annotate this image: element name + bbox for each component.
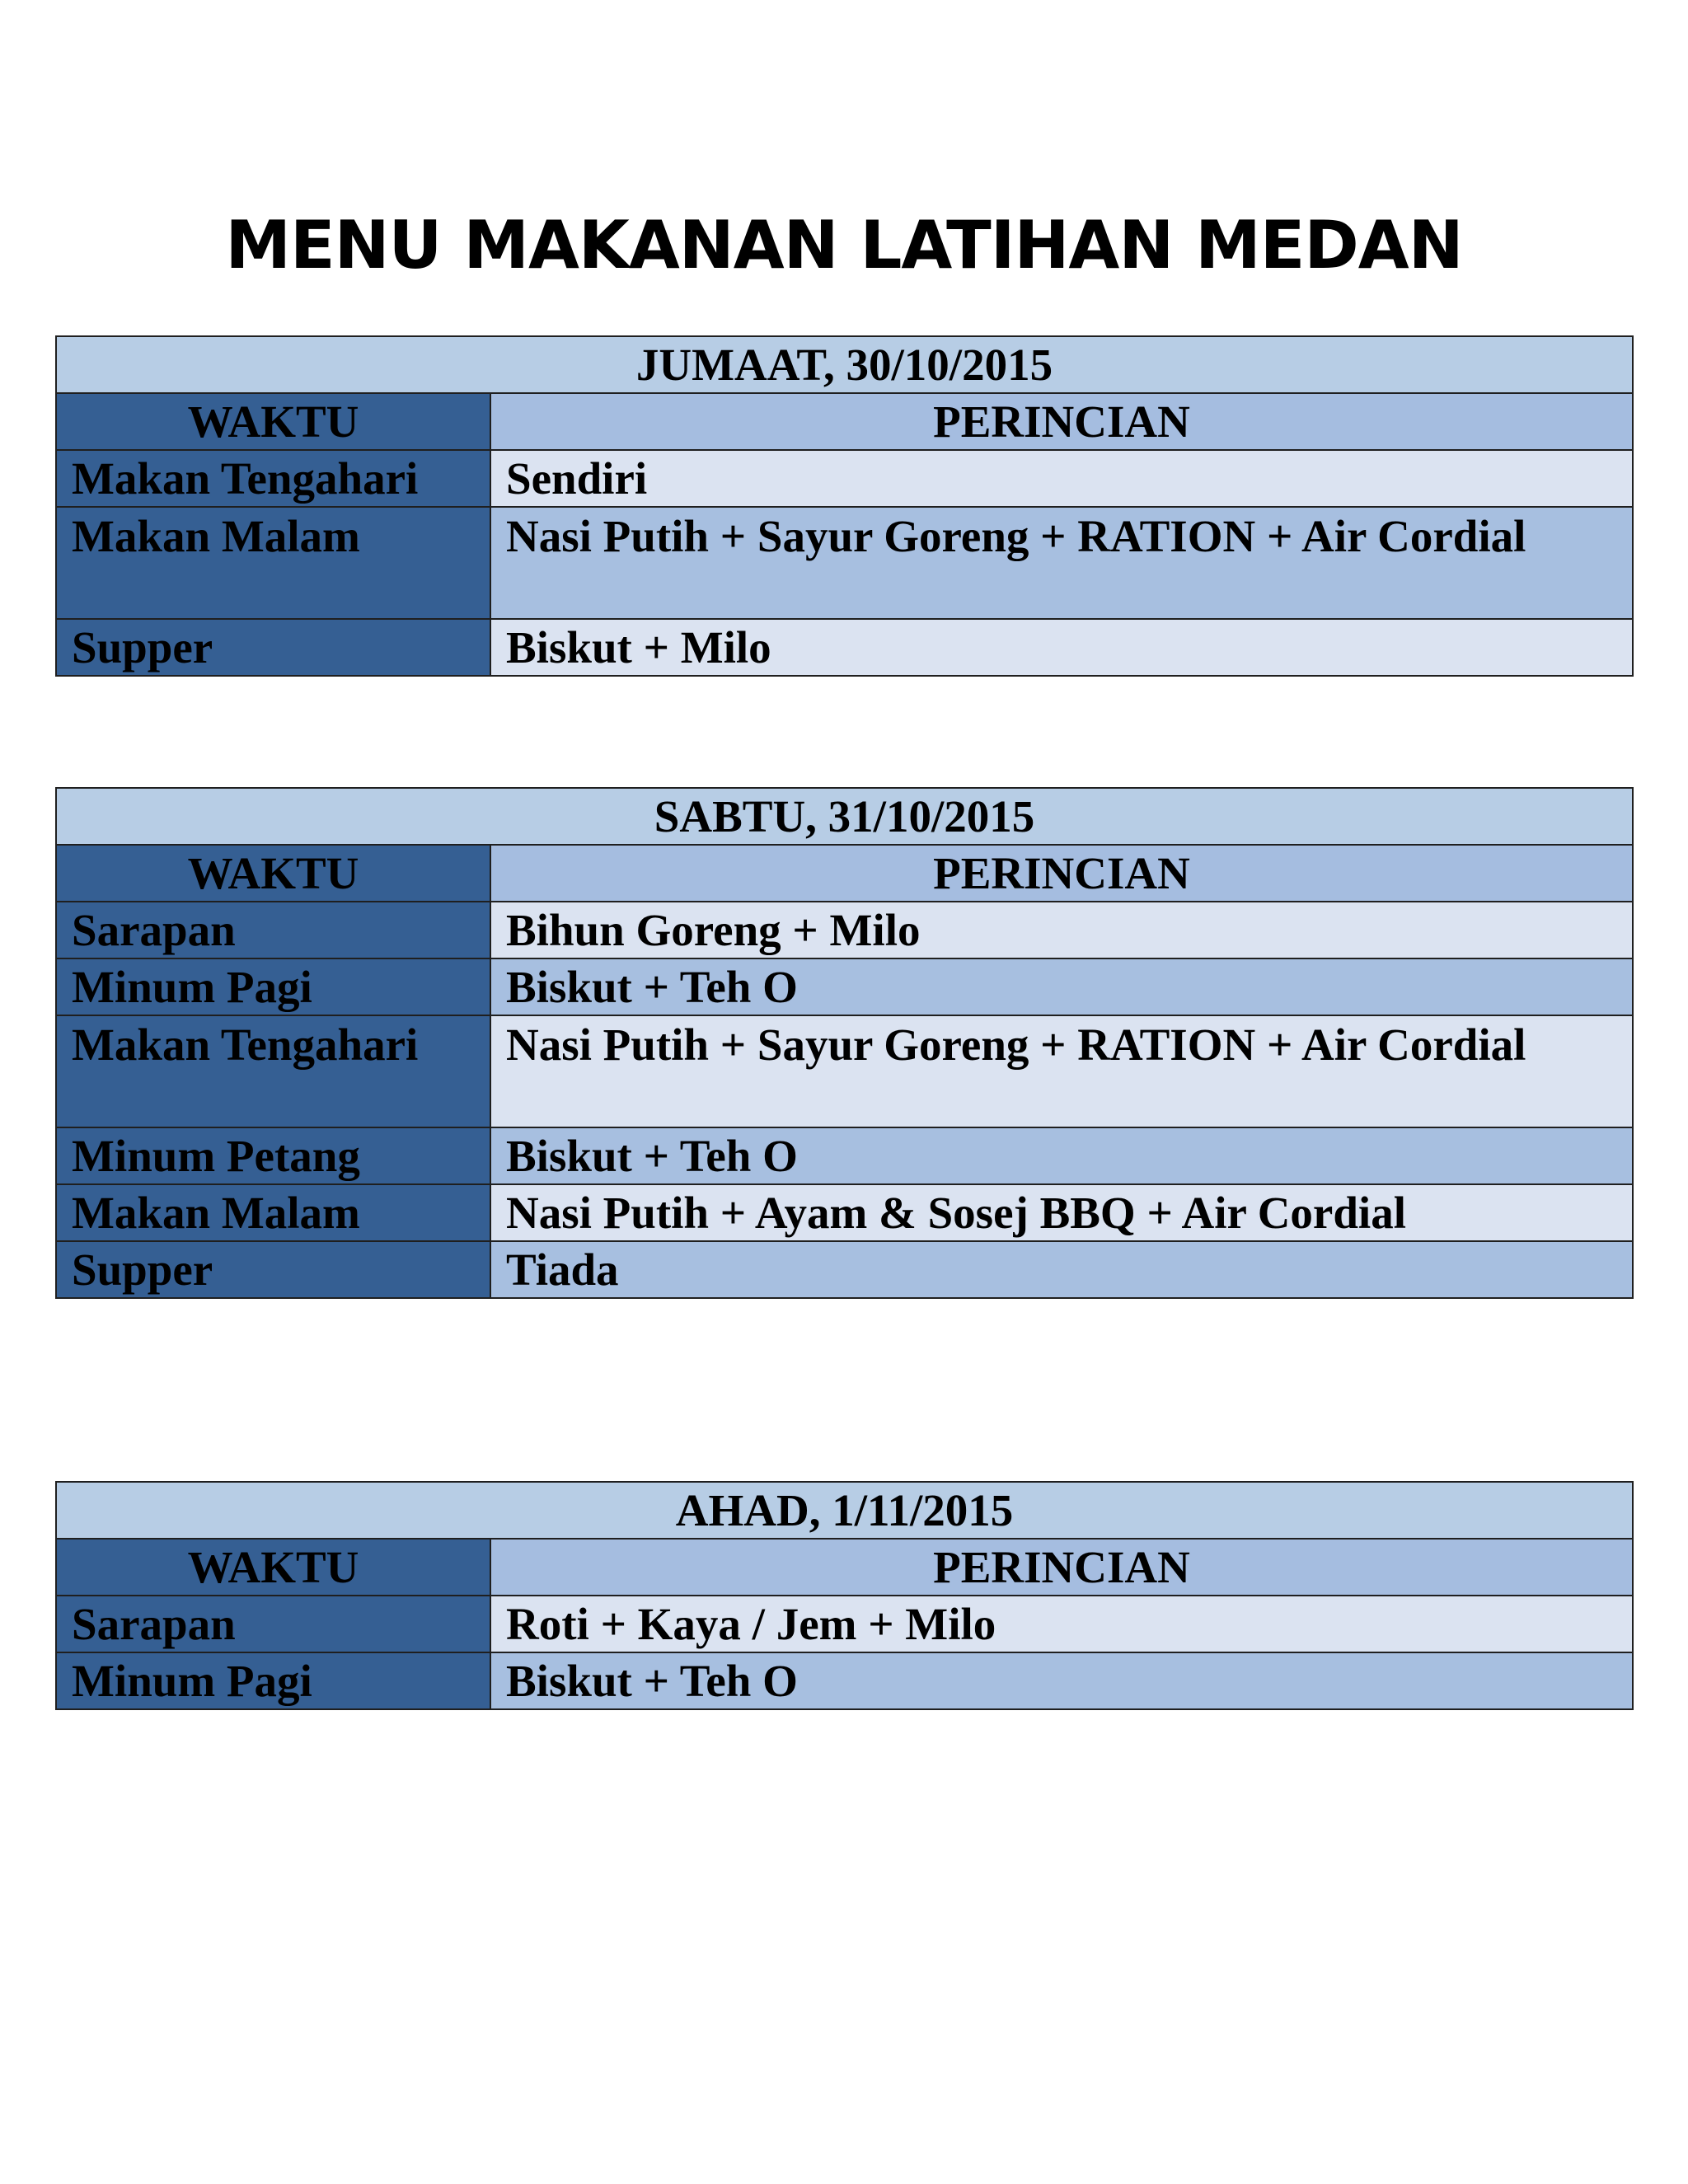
table-row — [56, 450, 1633, 507]
table-row — [56, 1596, 1633, 1652]
waktu-cell: Supper — [56, 619, 490, 676]
waktu-cell: Minum Pagi — [56, 958, 490, 1015]
perincian-cell: Biskut + Teh O — [490, 1652, 1633, 1709]
day-date: JUMAAT, 30/10/2015 — [56, 336, 1633, 393]
waktu-cell: Minum Petang — [56, 1127, 490, 1184]
waktu-cell: Sarapan — [56, 902, 490, 958]
waktu-header: WAKTU — [56, 1539, 490, 1596]
day-table-ahad — [55, 1481, 1634, 1710]
waktu-cell: Makan Malam — [56, 1184, 490, 1241]
perincian-cell: Biskut + Milo — [490, 619, 1633, 676]
waktu-cell: Makan Malam — [56, 507, 490, 619]
table-row — [56, 958, 1633, 1015]
waktu-cell: Makan Tengahari — [56, 1015, 490, 1127]
perincian-cell: Tiada — [490, 1241, 1633, 1298]
waktu-cell: Supper — [56, 1241, 490, 1298]
waktu-cell: Makan Tengahari — [56, 450, 490, 507]
perincian-cell: Biskut + Teh O — [490, 1127, 1633, 1184]
table-row — [56, 1652, 1633, 1709]
perincian-cell: Nasi Putih + Sayur Goreng + RATION + Air Cordial — [490, 507, 1633, 619]
day-date: AHAD, 1/11/2015 — [56, 1482, 1633, 1539]
waktu-header: WAKTU — [56, 845, 490, 902]
perincian-cell: Roti + Kaya / Jem + Milo — [490, 1596, 1633, 1652]
table-row — [56, 1184, 1633, 1241]
table-row — [56, 507, 1633, 619]
perincian-header: PERINCIAN — [490, 393, 1633, 450]
table-row — [56, 1127, 1633, 1184]
perincian-header: PERINCIAN — [490, 845, 1633, 902]
page-title: MENU MAKANAN LATIHAN MEDAN — [225, 207, 1463, 284]
day-table-sabtu — [55, 787, 1634, 1299]
table-row — [56, 1015, 1633, 1127]
day-date: SABTU, 31/10/2015 — [56, 788, 1633, 845]
table-row — [56, 902, 1633, 958]
waktu-cell: Minum Pagi — [56, 1652, 490, 1709]
perincian-cell: Biskut + Teh O — [490, 958, 1633, 1015]
perincian-cell: Sendiri — [490, 450, 1633, 507]
day-table-jumaat — [55, 335, 1634, 677]
perincian-cell: Nasi Putih + Sayur Goreng + RATION + Air Cordial — [490, 1015, 1633, 1127]
waktu-header: WAKTU — [56, 393, 490, 450]
waktu-cell: Sarapan — [56, 1596, 490, 1652]
table-row — [56, 1241, 1633, 1298]
perincian-cell: Nasi Putih + Ayam & Sosej BBQ + Air Cordial — [490, 1184, 1633, 1241]
table-row — [56, 619, 1633, 676]
perincian-cell: Bihun Goreng + Milo — [490, 902, 1633, 958]
perincian-header: PERINCIAN — [490, 1539, 1633, 1596]
